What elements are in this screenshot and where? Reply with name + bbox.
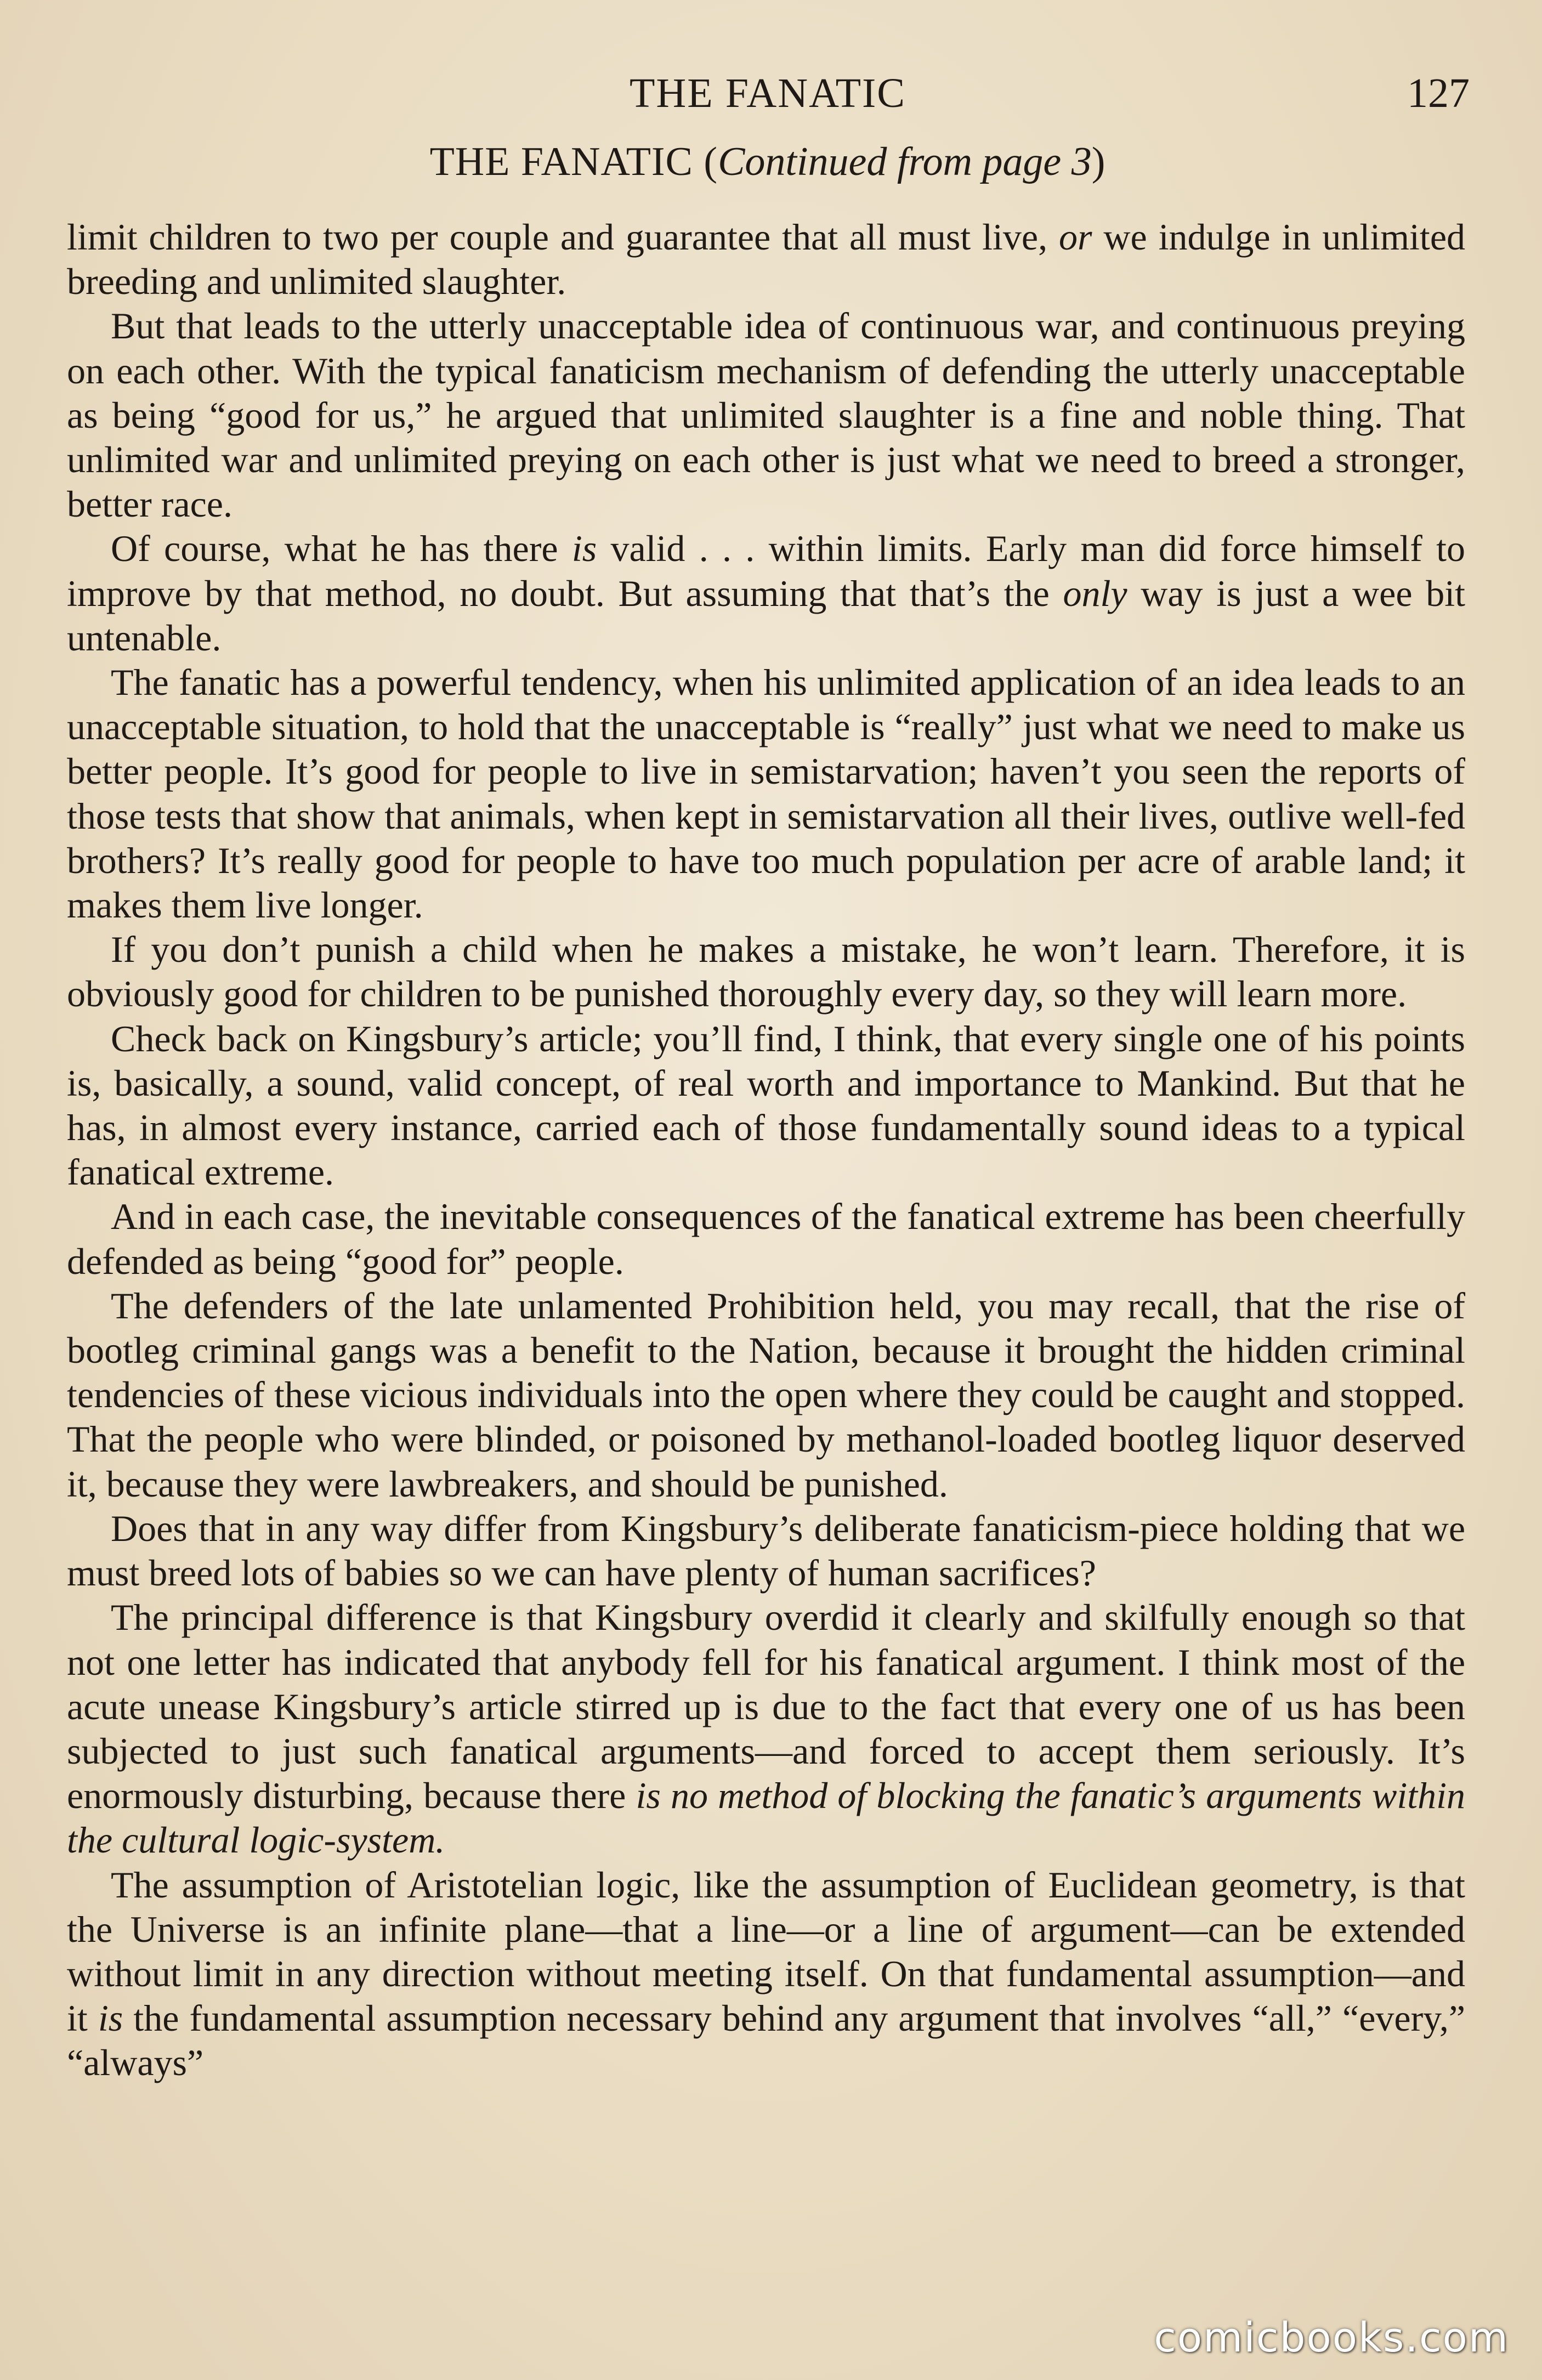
paragraph-6 [67, 1017, 1465, 1195]
text-run: The assumption of Aristotelian logic, like the assumption of Euclidean geometry, is that the Universe is an infinite plane—that a line—or a line of argument—can be extended without limit in any direction without meeting itself. On that fundamental assumption—and it [67, 1863, 1465, 2039]
running-head [66, 66, 1470, 121]
text-run: But that leads to the utterly unacceptable idea of continuous war, and continuous preying on each other. With the typical fanaticism mechanism of defending the utterly unacceptable as being “good for us,” he argued that unlimited slaughter is a fine and noble thing. That unlimited war and unlimited preying on each other is just what we need to breed a stronger, better race. [67, 305, 1465, 525]
text-run: Check back on Kingsbury’s article; you’ll find, I think, that every single one of his points is, basically, a sound, valid concept, of real worth and importance to Mankind. But that he has, in almost every instance, carried each of those fundamentally sound ideas to a typical fanatical extreme. [67, 1017, 1465, 1193]
text-run: limit children to two per couple and guarantee that all must live, [67, 216, 1059, 258]
paragraph-11 [67, 1863, 1465, 2086]
text-run: And in each case, the inevitable consequences of the fanatical extreme has been cheerfully defended as being “good for” people. [67, 1195, 1465, 1282]
paragraph-4 [67, 660, 1465, 927]
paragraph-2 [67, 304, 1465, 526]
paragraph-9 [67, 1506, 1465, 1595]
article-body [67, 215, 1465, 2086]
site-watermark: comicbooks.com [1154, 2314, 1509, 2361]
paragraph-3 [67, 526, 1465, 660]
text-run: valid . . . within limits. Early man did force himself to improve by that method, no doubt. But assuming that that’s the [67, 528, 1465, 614]
text-run: Of course, what he has there [111, 528, 572, 570]
continued-note: Continued from page 3 [718, 139, 1092, 184]
paragraph-1 [67, 215, 1465, 304]
section-heading [66, 134, 1470, 189]
text-run: way is just a wee bit untenable. [67, 572, 1465, 659]
running-title: THE FANATIC [629, 70, 906, 116]
text-run: The fanatic has a powerful tendency, when his unlimited application of an idea leads to an unacceptable situation, to hold that the unacceptable is “really” just what we need to make us better people. It’s good for people to live in semistarvation; haven’t you seen the reports of those tests that show that animals, when kept in semistarvation all their lives, outlive well-fed brothers? It’s really good for people to have too much population per acre of arable land; it makes them live longer. [67, 661, 1465, 926]
close-paren: ) [1091, 139, 1106, 184]
emphasis-run: is [571, 528, 597, 570]
page-number: 127 [1407, 70, 1470, 116]
emphasis-run: or [1059, 216, 1092, 258]
text-run: the fundamental assumption necessary behind any argument that involves “all,” “every,” “always” [67, 1997, 1465, 2084]
text-run: The defenders of the late unlamented Prohibition held, you may recall, that the rise of bootleg criminal gangs was a benefit to the Nation, because it brought the hidden criminal tendencies of these vicious individuals into the open where they could be caught and stopped. That the people who were blinded, or poisoned by methanol-loaded bootleg liquor deserved it, because they were lawbreakers, and should be punished. [67, 1284, 1465, 1505]
text-run: Does that in any way differ from Kingsbury’s deliberate fanaticism-piece holding that we must breed lots of babies so we can have plenty of human sacrifices? [67, 1507, 1465, 1594]
open-paren: ( [704, 139, 718, 184]
section-title: THE FANATIC [429, 139, 693, 184]
emphasis-run: only [1063, 572, 1127, 614]
emphasis-run: is no method of blocking the fanatic’s arguments within the cultural logic-system. [67, 1775, 1465, 1861]
paragraph-5 [67, 927, 1465, 1016]
text-run: If you don’t punish a child when he makes a mistake, he won’t learn. Therefore, it is obviously good for children to be punished thoroughly every day, so they will learn more. [67, 928, 1465, 1015]
text-run: we indulge in unlimited breeding and unlimited slaughter. [67, 216, 1466, 303]
paragraph-8 [67, 1284, 1465, 1506]
paragraph-7 [67, 1194, 1465, 1283]
paragraph-10 [67, 1595, 1465, 1862]
text-run: The principal difference is that Kingsbury overdid it clearly and skilfully enough so that not one letter has indicated that anybody fell for his fanatical argument. I think most of the acute unease Kingsbury’s article stirred up is due to the fact that every one of us has been subjected to just such fanatical arguments—and forced to accept them seriously. It’s enormously disturbing, because there [67, 1596, 1465, 1817]
emphasis-run: is [98, 1997, 123, 2039]
